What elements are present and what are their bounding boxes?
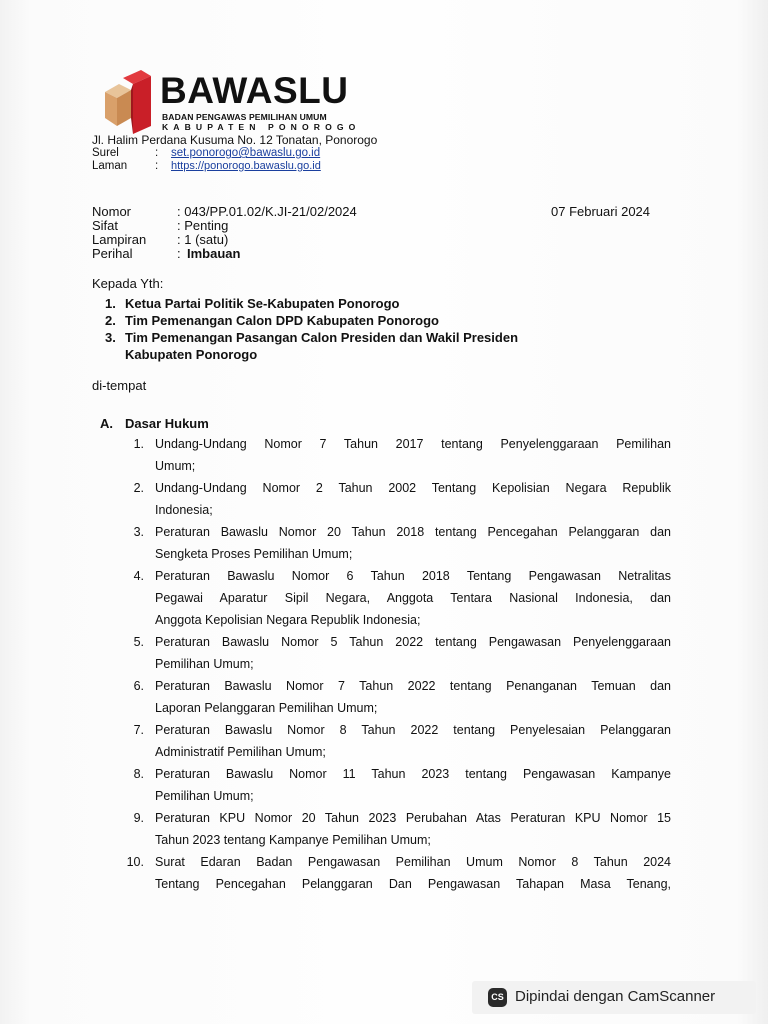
law-9-line-2: Tahun 2023 tentang Kampanye Pemilihan Umum; xyxy=(155,833,431,847)
law-1-number: 1. xyxy=(133,437,144,451)
logo-red-edge xyxy=(131,84,133,134)
logo-left-face xyxy=(105,92,117,126)
lampiran-value: : 1 (satu) xyxy=(177,232,229,247)
email-colon: : xyxy=(155,147,159,159)
law-10-number: 10. xyxy=(126,855,144,869)
recipient-2-number: 2. xyxy=(105,313,116,328)
recipient-3-line-2: Kabupaten Ponorogo xyxy=(125,347,258,362)
bawaslu-logo xyxy=(101,70,153,134)
law-3-line-2: Sengketa Proses Pemilihan Umum; xyxy=(155,547,353,561)
law-10-line-1: Surat Edaran Badan Pengawasan Pemilihan Umum Nomor 8 Tahun 2024 xyxy=(155,855,671,869)
law-6-line-2: Laporan Pelanggaran Pemilihan Umum; xyxy=(155,701,378,715)
salutation: Kepada Yth: xyxy=(92,276,164,291)
law-6-number: 6. xyxy=(133,679,144,693)
sifat-label: Sifat xyxy=(92,218,119,233)
law-8-number: 8. xyxy=(133,767,144,781)
law-5-number: 5. xyxy=(133,635,144,649)
perihal-colon: : xyxy=(177,246,181,261)
recipient-1-number: 1. xyxy=(105,296,116,311)
di-tempat: di-tempat xyxy=(92,378,147,393)
law-7-number: 7. xyxy=(133,723,144,737)
email-link[interactable]: set.ponorogo@bawaslu.go.id xyxy=(171,147,321,159)
web-colon: : xyxy=(155,160,159,172)
sifat-value: : Penting xyxy=(177,218,229,233)
law-4-number: 4. xyxy=(133,569,144,583)
law-1-line-1: Undang-Undang Nomor 7 Tahun 2017 tentang Penyelenggaraan Pemilihan xyxy=(155,437,671,451)
law-4-line-3: Anggota Kepolisian Negara Republik Indonesia; xyxy=(155,613,421,627)
law-9-number: 9. xyxy=(133,811,144,825)
logo-red-side xyxy=(133,76,151,134)
law-3-number: 3. xyxy=(133,525,144,539)
section-a-letter: A. xyxy=(100,416,113,431)
email-label: Surel xyxy=(92,147,119,159)
recipient-2: Tim Pemenangan Calon DPD Kabupaten Ponorogo xyxy=(125,313,439,328)
law-5-line-1: Peraturan Bawaslu Nomor 5 Tahun 2022 tentang Pengawasan Penyelenggaraan xyxy=(155,635,671,649)
law-7-line-1: Peraturan Bawaslu Nomor 8 Tahun 2022 tentang Penyelesaian Pelanggaran xyxy=(155,723,671,737)
section-a-title: Dasar Hukum xyxy=(125,416,209,431)
letter-date: 07 Februari 2024 xyxy=(551,204,651,219)
law-7-line-2: Administratif Pemilihan Umum; xyxy=(155,745,326,759)
org-region: KABUPATEN PONOROGO xyxy=(162,122,361,132)
law-2-number: 2. xyxy=(133,481,144,495)
law-4-line-2: Pegawai Aparatur Sipil Negara, Anggota Tentara Nasional Indonesia, dan xyxy=(155,591,671,605)
law-3-line-1: Peraturan Bawaslu Nomor 20 Tahun 2018 tentang Pencegahan Pelanggaran dan xyxy=(155,525,671,539)
law-2-line-2: Indonesia; xyxy=(155,503,213,517)
law-5-line-2: Pemilihan Umum; xyxy=(155,657,254,671)
org-name: BAWASLU xyxy=(160,70,349,111)
web-link[interactable]: https://ponorogo.bawaslu.go.id xyxy=(171,160,321,172)
camscanner-label: Dipindai dengan CamScanner xyxy=(515,988,716,1005)
law-2-line-1: Undang-Undang Nomor 2 Tahun 2002 Tentang Kepolisian Negara Republik xyxy=(155,481,671,495)
camscanner-badge xyxy=(472,981,756,1014)
camscanner-icon: CS xyxy=(488,988,507,1007)
perihal-value: Imbauan xyxy=(187,246,241,261)
law-8-line-1: Peraturan Bawaslu Nomor 11 Tahun 2023 tentang Pengawasan Kampanye xyxy=(155,767,671,781)
org-full-name: BADAN PENGAWAS PEMILIHAN UMUM xyxy=(162,112,327,122)
law-1-line-2: Umum; xyxy=(155,459,196,473)
law-6-line-1: Peraturan Bawaslu Nomor 7 Tahun 2022 tentang Penanganan Temuan dan xyxy=(155,679,671,693)
recipient-3-number: 3. xyxy=(105,330,116,345)
web-label: Laman xyxy=(92,160,128,172)
address: Jl. Halim Perdana Kusuma No. 12 Tonatan, Ponorogo xyxy=(92,133,378,147)
perihal-label: Perihal xyxy=(92,246,133,261)
recipient-1: Ketua Partai Politik Se-Kabupaten Ponorogo xyxy=(125,296,400,311)
law-9-line-1: Peraturan KPU Nomor 20 Tahun 2023 Perubahan Atas Peraturan KPU Nomor 15 xyxy=(155,811,671,825)
law-4-line-1: Peraturan Bawaslu Nomor 6 Tahun 2018 Tentang Pengawasan Netralitas xyxy=(155,569,671,583)
lampiran-label: Lampiran xyxy=(92,232,147,247)
nomor-value: : 043/PP.01.02/K.JI-21/02/2024 xyxy=(177,204,357,219)
law-10-line-2: Tentang Pencegahan Pelanggaran Dan Pengawasan Tahapan Masa Tenang, xyxy=(155,877,671,891)
law-8-line-2: Pemilihan Umum; xyxy=(155,789,254,803)
nomor-label: Nomor xyxy=(92,204,132,219)
recipient-3-line-1: Tim Pemenangan Pasangan Calon Presiden dan Wakil Presiden xyxy=(125,330,519,345)
